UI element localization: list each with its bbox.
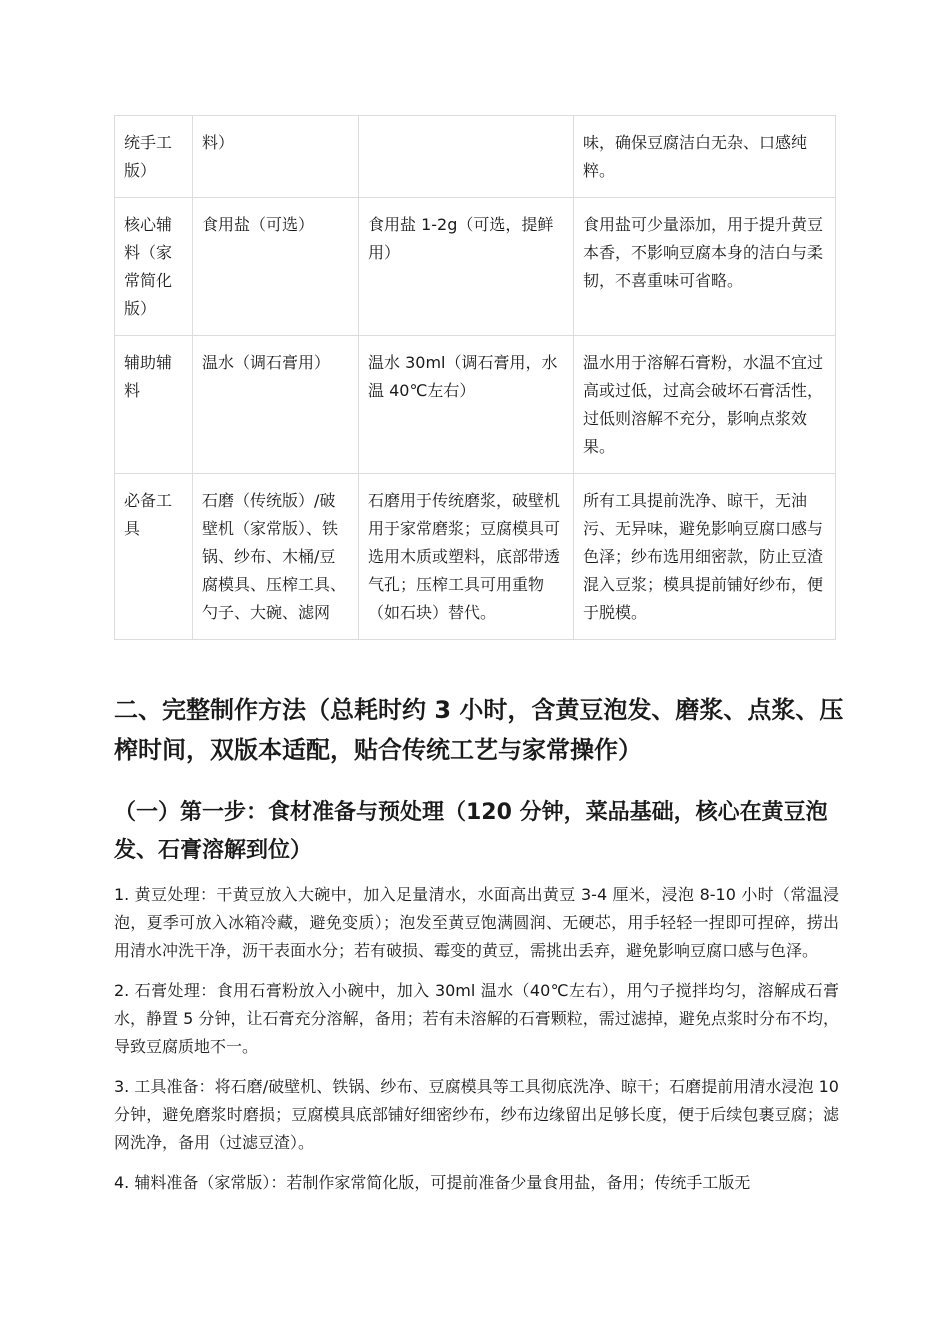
- list-item: 3. 工具准备：将石磨/破壁机、铁锅、纱布、豆腐模具等工具彻底洗净、晾干；石磨提前用清水浸泡 10 分钟，避免磨浆时磨损；豆腐模具底部铺好细密纱布，纱布边缘留出足够长度，便于后续包裹豆腐；滤网洗净，备用（过滤豆渣）。: [114, 1077, 839, 1152]
- steps-list: [114, 881, 839, 1209]
- table-cell-amount: 食用盐 1-2g（可选，提鲜用）: [359, 198, 574, 336]
- table-cell-item: 食用盐（可选）: [193, 198, 359, 336]
- table-cell-item: 石磨（传统版）/破壁机（家常版）、铁锅、纱布、木桶/豆腐模具、压榨工具、勺子、大碗、滤网: [193, 474, 359, 640]
- table-cell-amount: 石磨用于传统磨浆，破壁机用于家常磨浆；豆腐模具可选用木质或塑料，底部带透气孔；压榨工具可用重物（如石块）替代。: [359, 474, 574, 640]
- table-cell-category: 核心辅料（家常简化版）: [115, 198, 193, 336]
- table-cell-category: 辅助辅料: [115, 336, 193, 474]
- ingredients-table: [114, 115, 836, 640]
- table-cell-note: 温水用于溶解石膏粉，水温不宜过高或过低，过高会破坏石膏活性，过低则溶解不充分，影响点浆效果。: [574, 336, 836, 474]
- section-heading: 二、完整制作方法（总耗时约 3 小时，含黄豆泡发、磨浆、点浆、压榨时间，双版本适配，贴合传统工艺与家常操作）: [114, 696, 844, 764]
- list-item: 4. 辅料准备（家常版）：若制作家常简化版，可提前准备少量食用盐，备用；传统手工版无: [114, 1173, 751, 1192]
- table-cell-note: 所有工具提前洗净、晾干，无油污、无异味，避免影响豆腐口感与色泽；纱布选用细密款，防止豆渣混入豆浆；模具提前铺好纱布，便于脱模。: [574, 474, 836, 640]
- table-cell-note: 味，确保豆腐洁白无杂、口感纯粹。: [574, 116, 836, 198]
- list-item: 1. 黄豆处理：干黄豆放入大碗中，加入足量清水，水面高出黄豆 3-4 厘米，浸泡 8-10 小时（常温浸泡，夏季可放入冰箱冷藏，避免变质）；泡发至黄豆饱满圆润、无硬芯，用手轻轻一捏即可捏碎，捞出用清水冲洗干净，沥干表面水分；若有破损、霉变的黄豆，需挑出丢弃，避免影响豆腐口感与色泽。: [114, 885, 839, 960]
- table-cell-category: 统手工版）: [115, 116, 193, 198]
- table-cell-note: 食用盐可少量添加，用于提升黄豆本香，不影响豆腐本身的洁白与柔韧，不喜重味可省略。: [574, 198, 836, 336]
- table-row: [115, 336, 836, 474]
- table-row: [115, 116, 836, 198]
- table-row: [115, 474, 836, 640]
- table-cell-category: 必备工具: [115, 474, 193, 640]
- list-item: 2. 石膏处理：食用石膏粉放入小碗中，加入 30ml 温水（40℃左右），用勺子搅拌均匀，溶解成石膏水，静置 5 分钟，让石膏充分溶解，备用；若有未溶解的石膏颗粒，需过滤掉，避免点浆时分布不均，导致豆腐质地不一。: [114, 981, 839, 1056]
- table-row: [115, 198, 836, 336]
- table-cell-item: 料）: [193, 116, 359, 198]
- subsection-heading: （一）第一步：食材准备与预处理（120 分钟，菜品基础，核心在黄豆泡发、石膏溶解到位）: [114, 800, 828, 863]
- table-cell-item: 温水（调石膏用）: [193, 336, 359, 474]
- table-cell-amount: [359, 116, 574, 198]
- table-cell-amount: 温水 30ml（调石膏用，水温 40℃左右）: [359, 336, 574, 474]
